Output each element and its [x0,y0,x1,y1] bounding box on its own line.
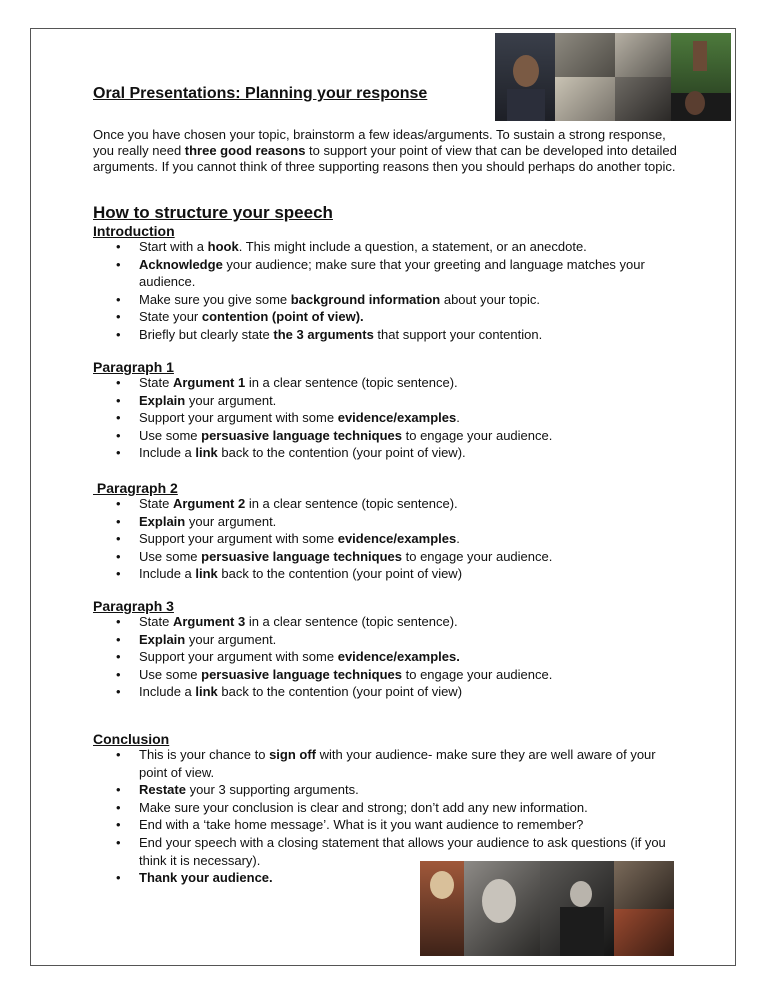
list-item: • Acknowledge your audience; make sure that your greeting and language matches your audience. [93,256,683,291]
list-item: • State Argument 1 in a clear sentence (topic sentence). [93,374,683,392]
section-heading-conclusion: Conclusion [93,731,170,747]
list-item: • Use some persuasive language techniques to engage your audience. [93,548,683,566]
intro-paragraph: Once you have chosen your topic, brainstorm a few ideas/arguments. To sustain a strong response, you really need three good reasons to support your point of view that can be developed into detailed arguments. If you cannot think of three supporting reasons then you should perhaps do another topic. [93,127,677,174]
list-item: • Restate your 3 supporting arguments. [93,781,683,799]
structure-heading: How to structure your speech [93,203,333,222]
list-item: • Include a link back to the contention (your point of view) [93,565,683,583]
speakers-collage-top [495,33,731,121]
section-heading-paragraph-1: Paragraph 1 [93,359,174,375]
section-heading-introduction: Introduction [93,223,175,239]
list-item: • Start with a hook. This might include a question, a statement, or an anecdote. [93,238,683,256]
section-heading-paragraph-2: Paragraph 2 [93,480,178,496]
list-item: • Explain your argument. [93,392,683,410]
paragraph-2-list [93,495,683,583]
list-item: • Support your argument with some evidence/examples. [93,530,683,548]
list-item: • End with a ‘take home message’. What is it you want audience to remember? [93,816,683,834]
list-item: • State Argument 3 in a clear sentence (topic sentence). [93,613,683,631]
speakers-collage-bottom [420,861,674,956]
list-item: • Support your argument with some evidence/examples. [93,409,683,427]
list-item: • Briefly but clearly state the 3 arguments that support your contention. [93,326,683,344]
paragraph-1-list [93,374,683,462]
list-item: • Include a link back to the contention (your point of view). [93,444,683,462]
list-item: • Explain your argument. [93,631,683,649]
introduction-list [93,238,683,344]
list-item: • This is your chance to sign off with your audience- make sure they are well aware of your point of view. [93,746,683,781]
list-item: • Thank your audience. [93,869,683,887]
list-item: • Use some persuasive language techniques to engage your audience. [93,427,683,445]
list-item: • Explain your argument. [93,513,683,531]
list-item: • State Argument 2 in a clear sentence (topic sentence). [93,495,683,513]
list-item: • Make sure you give some background information about your topic. [93,291,683,309]
list-item: • End your speech with a closing statement that allows your audience to ask questions (if you think it is necessary). [93,834,683,869]
list-item: • Include a link back to the contention (your point of view) [93,683,683,701]
section-heading-paragraph-3: Paragraph 3 [93,598,174,614]
list-item: • Use some persuasive language techniques to engage your audience. [93,666,683,684]
list-item: • Support your argument with some evidence/examples. [93,648,683,666]
list-item: • State your contention (point of view). [93,308,683,326]
list-item: • Make sure your conclusion is clear and strong; don’t add any new information. [93,799,683,817]
page-title: Oral Presentations: Planning your response [93,85,428,102]
paragraph-3-list [93,613,683,701]
